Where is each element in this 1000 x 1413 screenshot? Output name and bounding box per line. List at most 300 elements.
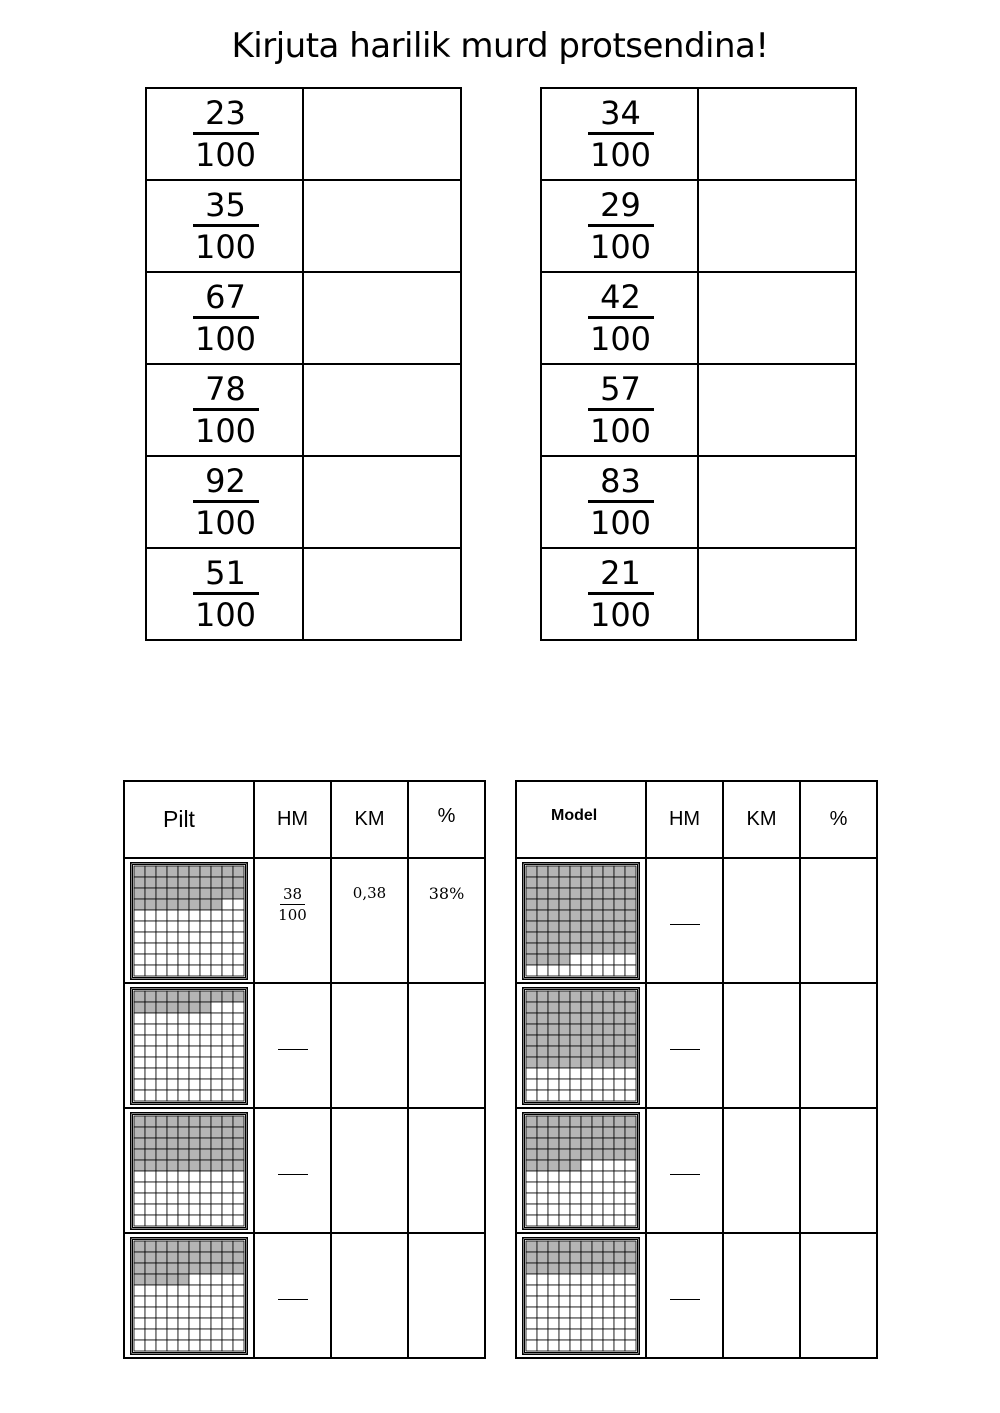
- shaded-square: [592, 991, 603, 1002]
- shaded-square: [559, 1138, 570, 1149]
- shaded-square: [581, 1046, 592, 1057]
- empty-square: [145, 1329, 156, 1340]
- empty-square: [526, 1285, 537, 1296]
- shaded-square: [189, 1116, 200, 1127]
- shaded-square: [145, 1149, 156, 1160]
- fraction-cell: [541, 456, 698, 548]
- empty-square: [592, 1182, 603, 1193]
- km-cell[interactable]: [331, 1108, 408, 1233]
- empty-square: [178, 1329, 189, 1340]
- shaded-square: [592, 1024, 603, 1035]
- empty-square: [233, 1171, 244, 1182]
- empty-square: [592, 1215, 603, 1226]
- shaded-square: [548, 1138, 559, 1149]
- fraction-cell: [541, 88, 698, 180]
- fraction-denominator: 100: [589, 320, 652, 358]
- shaded-square: [156, 991, 167, 1002]
- empty-square: [200, 1182, 211, 1193]
- fraction: [147, 462, 302, 542]
- shaded-square: [222, 1149, 233, 1160]
- empty-square: [592, 1285, 603, 1296]
- empty-square: [156, 1318, 167, 1329]
- empty-square: [134, 1171, 145, 1182]
- shaded-square: [145, 1252, 156, 1263]
- shaded-square: [559, 1002, 570, 1013]
- shaded-square: [603, 1263, 614, 1274]
- empty-square: [145, 1024, 156, 1035]
- grid-row: [124, 1233, 485, 1358]
- km-cell[interactable]: [723, 1233, 800, 1358]
- empty-square: [570, 1318, 581, 1329]
- empty-square: [603, 1160, 614, 1171]
- empty-square: [570, 1215, 581, 1226]
- empty-square: [167, 954, 178, 965]
- hundred-grid: [130, 987, 248, 1105]
- empty-square: [222, 1057, 233, 1068]
- empty-square: [233, 1204, 244, 1215]
- km-cell[interactable]: [331, 1233, 408, 1358]
- empty-square: [559, 1318, 570, 1329]
- empty-square: [200, 1024, 211, 1035]
- fraction: [147, 370, 302, 450]
- shaded-square: [200, 1263, 211, 1274]
- empty-square: [145, 1296, 156, 1307]
- shaded-square: [222, 877, 233, 888]
- km-cell[interactable]: [723, 983, 800, 1108]
- empty-square: [614, 965, 625, 976]
- empty-square: [156, 1215, 167, 1226]
- shaded-square: [526, 877, 537, 888]
- grid-table-left: [123, 780, 486, 1359]
- empty-square: [537, 1215, 548, 1226]
- empty-square: [200, 1318, 211, 1329]
- hm-cell[interactable]: [646, 983, 723, 1108]
- empty-square: [145, 1215, 156, 1226]
- hm-cell[interactable]: [254, 983, 331, 1108]
- empty-square: [526, 1079, 537, 1090]
- empty-square: [625, 1193, 636, 1204]
- shaded-square: [178, 888, 189, 899]
- empty-square: [211, 1013, 222, 1024]
- shaded-square: [625, 1263, 636, 1274]
- shaded-square: [592, 1002, 603, 1013]
- empty-square: [222, 1329, 233, 1340]
- empty-square: [614, 954, 625, 965]
- answer-cell[interactable]: [303, 456, 461, 548]
- shaded-square: [592, 1149, 603, 1160]
- empty-square: [625, 965, 636, 976]
- empty-square: [156, 954, 167, 965]
- grid-image-cell: [516, 858, 646, 983]
- empty-square: [614, 1068, 625, 1079]
- shaded-square: [603, 1149, 614, 1160]
- empty-square: [592, 1193, 603, 1204]
- shaded-square: [211, 1127, 222, 1138]
- empty-square: [134, 932, 145, 943]
- shaded-square: [537, 1263, 548, 1274]
- empty-square: [570, 1193, 581, 1204]
- shaded-square: [559, 1046, 570, 1057]
- shaded-square: [570, 932, 581, 943]
- empty-square: [211, 1193, 222, 1204]
- empty-square: [581, 1340, 592, 1351]
- example-denominator: 100: [278, 906, 307, 924]
- fraction-cell: [146, 456, 303, 548]
- shaded-square: [178, 1149, 189, 1160]
- shaded-square: [178, 1002, 189, 1013]
- empty-square: [200, 1171, 211, 1182]
- empty-square: [614, 1274, 625, 1285]
- empty-square: [233, 1296, 244, 1307]
- empty-square: [145, 1046, 156, 1057]
- shaded-square: [526, 1013, 537, 1024]
- shaded-square: [603, 877, 614, 888]
- shaded-square: [178, 1138, 189, 1149]
- shaded-square: [592, 866, 603, 877]
- hundred-grid: [522, 1237, 640, 1355]
- empty-square: [145, 1013, 156, 1024]
- empty-square: [178, 1057, 189, 1068]
- shaded-square: [548, 899, 559, 910]
- shaded-square: [614, 991, 625, 1002]
- percent-cell[interactable]: [800, 1233, 877, 1358]
- empty-square: [570, 1340, 581, 1351]
- shaded-square: [134, 1138, 145, 1149]
- shaded-square: [625, 932, 636, 943]
- shaded-square: [233, 991, 244, 1002]
- shaded-square: [559, 1241, 570, 1252]
- empty-square: [156, 1013, 167, 1024]
- answer-cell[interactable]: [303, 364, 461, 456]
- hm-cell[interactable]: [254, 1108, 331, 1233]
- fraction-blank-line: [670, 1049, 700, 1050]
- shaded-square: [570, 1002, 581, 1013]
- shaded-square: [625, 899, 636, 910]
- shaded-square: [134, 1160, 145, 1171]
- empty-square: [603, 1182, 614, 1193]
- grid-image-cell: [124, 1233, 254, 1358]
- shaded-square: [189, 899, 200, 910]
- empty-square: [581, 1307, 592, 1318]
- empty-square: [200, 921, 211, 932]
- shaded-square: [581, 1024, 592, 1035]
- fraction-numerator: 67: [193, 278, 259, 319]
- empty-square: [603, 954, 614, 965]
- shaded-square: [570, 888, 581, 899]
- empty-square: [570, 1307, 581, 1318]
- empty-square: [211, 1171, 222, 1182]
- shaded-square: [537, 1116, 548, 1127]
- fraction-denominator: 100: [194, 136, 257, 174]
- percent-cell[interactable]: [800, 983, 877, 1108]
- empty-square: [537, 1285, 548, 1296]
- empty-square: [570, 1182, 581, 1193]
- answer-cell[interactable]: [303, 88, 461, 180]
- hm-cell[interactable]: [646, 1108, 723, 1233]
- shaded-square: [581, 1149, 592, 1160]
- answer-cell[interactable]: [698, 548, 856, 640]
- shaded-square: [625, 1035, 636, 1046]
- empty-square: [134, 910, 145, 921]
- empty-square: [603, 1340, 614, 1351]
- shaded-square: [548, 1002, 559, 1013]
- empty-square: [134, 1068, 145, 1079]
- shaded-square: [625, 888, 636, 899]
- shaded-square: [134, 1263, 145, 1274]
- empty-square: [200, 1204, 211, 1215]
- shaded-square: [614, 1138, 625, 1149]
- shaded-square: [134, 1116, 145, 1127]
- empty-square: [233, 899, 244, 910]
- empty-square: [211, 1182, 222, 1193]
- shaded-square: [178, 1127, 189, 1138]
- empty-square: [592, 1204, 603, 1215]
- shaded-square: [625, 991, 636, 1002]
- shaded-square: [592, 910, 603, 921]
- empty-square: [526, 1193, 537, 1204]
- empty-square: [548, 1296, 559, 1307]
- fraction-cell: [146, 180, 303, 272]
- empty-square: [156, 1204, 167, 1215]
- fraction-denominator: 100: [589, 596, 652, 634]
- empty-square: [614, 1296, 625, 1307]
- hm-cell[interactable]: [646, 858, 723, 983]
- shaded-square: [548, 888, 559, 899]
- empty-square: [570, 1274, 581, 1285]
- empty-square: [167, 1057, 178, 1068]
- empty-square: [167, 1215, 178, 1226]
- empty-square: [189, 943, 200, 954]
- shaded-square: [625, 1116, 636, 1127]
- empty-square: [167, 1046, 178, 1057]
- shaded-square: [559, 1127, 570, 1138]
- shaded-square: [156, 899, 167, 910]
- shaded-square: [592, 1035, 603, 1046]
- shaded-square: [211, 1252, 222, 1263]
- shaded-square: [548, 1024, 559, 1035]
- empty-square: [211, 954, 222, 965]
- shaded-square: [537, 1024, 548, 1035]
- shaded-square: [581, 866, 592, 877]
- shaded-square: [233, 1241, 244, 1252]
- shaded-square: [581, 1252, 592, 1263]
- shaded-square: [548, 932, 559, 943]
- shaded-square: [603, 866, 614, 877]
- fraction-cell: [146, 88, 303, 180]
- shaded-square: [548, 866, 559, 877]
- empty-square: [222, 1318, 233, 1329]
- answer-cell[interactable]: [698, 364, 856, 456]
- hundred-grid: [522, 862, 640, 980]
- empty-square: [233, 932, 244, 943]
- empty-square: [592, 954, 603, 965]
- empty-square: [559, 1068, 570, 1079]
- hm-cell[interactable]: [254, 1233, 331, 1358]
- shaded-square: [178, 1263, 189, 1274]
- empty-square: [537, 1068, 548, 1079]
- shaded-square: [526, 866, 537, 877]
- example-numerator: 38: [280, 884, 305, 905]
- fraction: [542, 462, 697, 542]
- shaded-square: [526, 1127, 537, 1138]
- empty-square: [222, 1024, 233, 1035]
- km-cell[interactable]: [723, 858, 800, 983]
- shaded-square: [167, 1160, 178, 1171]
- shaded-square: [526, 888, 537, 899]
- shaded-square: [614, 1116, 625, 1127]
- empty-square: [167, 1318, 178, 1329]
- empty-square: [145, 1318, 156, 1329]
- shaded-square: [548, 1013, 559, 1024]
- empty-square: [145, 943, 156, 954]
- empty-square: [189, 1057, 200, 1068]
- empty-square: [603, 1285, 614, 1296]
- empty-square: [570, 1285, 581, 1296]
- shaded-square: [526, 943, 537, 954]
- empty-square: [233, 965, 244, 976]
- km-cell[interactable]: [723, 1108, 800, 1233]
- empty-square: [189, 1285, 200, 1296]
- hm-cell[interactable]: [646, 1233, 723, 1358]
- shaded-square: [603, 991, 614, 1002]
- empty-square: [178, 1046, 189, 1057]
- empty-square: [537, 1340, 548, 1351]
- empty-square: [189, 1329, 200, 1340]
- answer-cell[interactable]: [698, 88, 856, 180]
- shaded-square: [603, 1241, 614, 1252]
- shaded-square: [537, 1138, 548, 1149]
- empty-square: [178, 1024, 189, 1035]
- fraction-denominator: 100: [589, 504, 652, 542]
- empty-square: [559, 1285, 570, 1296]
- shaded-square: [178, 991, 189, 1002]
- km-cell[interactable]: [331, 983, 408, 1108]
- empty-square: [592, 1079, 603, 1090]
- answer-cell[interactable]: [698, 180, 856, 272]
- shaded-square: [592, 1046, 603, 1057]
- empty-square: [222, 1046, 233, 1057]
- answer-cell[interactable]: [303, 548, 461, 640]
- fraction-row: [541, 364, 856, 456]
- shaded-square: [603, 932, 614, 943]
- empty-square: [548, 1285, 559, 1296]
- shaded-square: [537, 1160, 548, 1171]
- empty-square: [189, 932, 200, 943]
- empty-square: [222, 1013, 233, 1024]
- empty-square: [145, 1285, 156, 1296]
- empty-square: [526, 1171, 537, 1182]
- shaded-square: [233, 1138, 244, 1149]
- empty-square: [189, 1340, 200, 1351]
- empty-square: [200, 932, 211, 943]
- shaded-square: [189, 1252, 200, 1263]
- empty-square: [548, 1171, 559, 1182]
- answer-cell[interactable]: [698, 272, 856, 364]
- shaded-square: [134, 1241, 145, 1252]
- shaded-square: [625, 1138, 636, 1149]
- fraction-numerator: 92: [193, 462, 259, 503]
- shaded-square: [559, 991, 570, 1002]
- shaded-square: [614, 1263, 625, 1274]
- percent-cell: [408, 858, 485, 983]
- shaded-square: [134, 1149, 145, 1160]
- shaded-square: [167, 991, 178, 1002]
- shaded-square: [614, 910, 625, 921]
- shaded-square: [592, 1263, 603, 1274]
- fraction-table-right: [540, 87, 857, 641]
- shaded-square: [189, 866, 200, 877]
- empty-square: [134, 1204, 145, 1215]
- percent-cell[interactable]: [408, 1108, 485, 1233]
- empty-square: [189, 1296, 200, 1307]
- empty-square: [537, 1204, 548, 1215]
- header-hm: HM: [254, 781, 331, 858]
- answer-cell[interactable]: [698, 456, 856, 548]
- shaded-square: [189, 877, 200, 888]
- fraction-blank-line: [278, 1174, 308, 1175]
- fraction-denominator: 100: [194, 228, 257, 266]
- empty-square: [233, 1035, 244, 1046]
- shaded-square: [581, 1035, 592, 1046]
- shaded-square: [167, 1149, 178, 1160]
- fraction-cell: [146, 272, 303, 364]
- shaded-square: [559, 888, 570, 899]
- shaded-square: [167, 1263, 178, 1274]
- empty-square: [134, 921, 145, 932]
- empty-square: [134, 1329, 145, 1340]
- percent-cell[interactable]: [408, 1233, 485, 1358]
- answer-cell[interactable]: [303, 272, 461, 364]
- empty-square: [200, 1193, 211, 1204]
- empty-square: [189, 1090, 200, 1101]
- shaded-square: [156, 1138, 167, 1149]
- shaded-square: [614, 1002, 625, 1013]
- shaded-square: [167, 1252, 178, 1263]
- grid-image-cell: [124, 983, 254, 1108]
- percent-cell[interactable]: [800, 1108, 877, 1233]
- shaded-square: [189, 1127, 200, 1138]
- fraction-cell: [146, 364, 303, 456]
- grid-row: [516, 983, 877, 1108]
- hundred-grid: [130, 1112, 248, 1230]
- answer-cell[interactable]: [303, 180, 461, 272]
- empty-square: [526, 1318, 537, 1329]
- percent-cell[interactable]: [408, 983, 485, 1108]
- shaded-square: [526, 932, 537, 943]
- empty-square: [625, 1204, 636, 1215]
- percent-cell[interactable]: [800, 858, 877, 983]
- empty-square: [603, 1296, 614, 1307]
- fraction-row: [146, 548, 461, 640]
- empty-square: [156, 1296, 167, 1307]
- empty-square: [233, 943, 244, 954]
- empty-square: [178, 1204, 189, 1215]
- empty-square: [559, 1182, 570, 1193]
- shaded-square: [592, 1241, 603, 1252]
- shaded-square: [200, 1138, 211, 1149]
- shaded-square: [603, 1138, 614, 1149]
- fraction: [542, 186, 697, 266]
- shaded-square: [559, 877, 570, 888]
- shaded-square: [211, 866, 222, 877]
- empty-square: [625, 1318, 636, 1329]
- fraction-numerator: 42: [588, 278, 654, 319]
- fraction-cell: [146, 548, 303, 640]
- shaded-square: [581, 1013, 592, 1024]
- shaded-square: [592, 921, 603, 932]
- empty-square: [526, 965, 537, 976]
- empty-square: [559, 1329, 570, 1340]
